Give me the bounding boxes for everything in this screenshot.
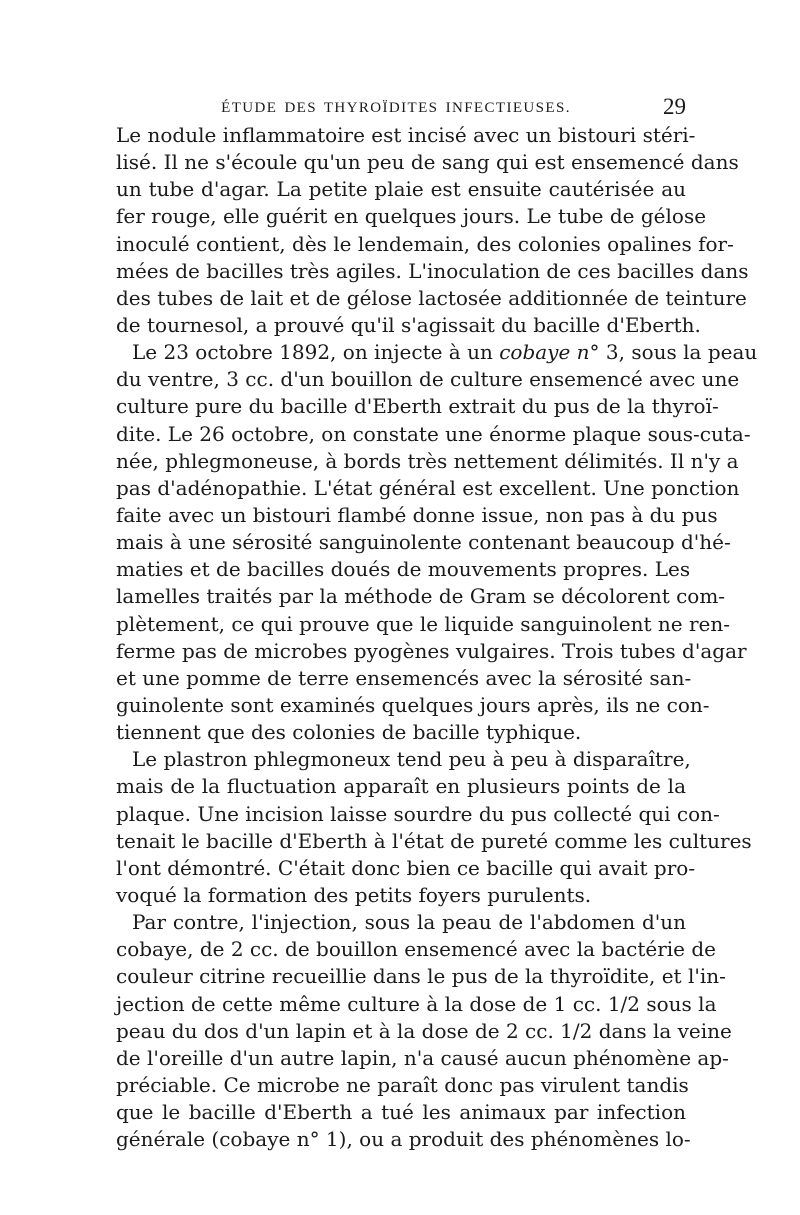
text-run: 3, sous la peau [599, 340, 758, 365]
text-line: l'ont démontré. C'était donc bien ce bacille qui avait pro- [116, 855, 696, 880]
text-line: tiennent que des colonies de bacille typhique. [116, 720, 582, 745]
text-line: peau du dos d'un lapin et à la dose de 2 cc. 1/2 dans la veine [116, 1018, 732, 1043]
text-line: un tube d'agar. La petite plaie est ensuite cautérisée au [116, 177, 686, 202]
text-line: Le plastron phlegmoneux tend peu à peu à disparaître, [132, 747, 691, 772]
text-line: générale (cobaye n° 1), ou a produit des phénomènes lo- [116, 1127, 691, 1152]
text-line: lamelles traités par la méthode de Gram se décolorent com- [116, 584, 726, 609]
text-line [116, 339, 758, 366]
text-line: pas d'adénopathie. L'état général est excellent. Une ponction [116, 475, 740, 500]
page-number: 29 [663, 94, 686, 119]
text-run: Le 23 octobre 1892, on injecte à un [132, 340, 500, 365]
text-line: jection de cette même culture à la dose de 1 cc. 1/2 sous la [116, 991, 717, 1016]
text-line: cobaye, de 2 cc. de bouillon ensemencé avec la bactérie de [116, 937, 716, 962]
running-title: ÉTUDE DES THYROÏDITES INFECTIEUSES. [221, 100, 571, 116]
text-line: préciable. Ce microbe ne paraît donc pas virulent tandis [116, 1072, 689, 1097]
text-line: faite avec un bistouri flambé donne issue, non pas à du pus [116, 502, 718, 527]
text-line: mais à une sérosité sanguinolente contenant beaucoup d'hé- [116, 530, 731, 555]
text-line: née, phlegmoneuse, à bords très nettement délimités. Il n'y a [116, 448, 739, 473]
text-line: de l'oreille d'un autre lapin, n'a causé aucun phénomène ap- [116, 1045, 729, 1070]
text-line: du ventre, 3 cc. d'un bouillon de culture ensemencé avec une [116, 367, 740, 392]
text-line: mais de la fluctuation apparaît en plusieurs points de la [116, 774, 686, 799]
text-line: mées de bacilles très agiles. L'inoculation de ces bacilles dans [116, 258, 749, 283]
text-line: des tubes de lait et de gélose lactosée additionnée de teinture [116, 285, 747, 310]
body-text [116, 122, 758, 1153]
text-line: dite. Le 26 octobre, on constate une énorme plaque sous-cuta- [116, 421, 751, 446]
text-line: tenait le bacille d'Eberth à l'état de pureté comme les cultures [116, 828, 752, 853]
text-line: plètement, ce qui prouve que le liquide sanguinolent ne ren- [116, 611, 730, 636]
text-line: et une pomme de terre ensemencés avec la sérosité san- [116, 665, 692, 690]
text-line: couleur citrine recueillie dans le pus de la thyroïdite, et l'in- [116, 964, 726, 989]
text-line: maties et de bacilles doués de mouvements propres. Les [116, 557, 691, 582]
text-line: Le nodule inflammatoire est incisé avec un bistouri stéri- [116, 123, 696, 147]
text-line: que le bacille d'Eberth a tué les animaux par infection [116, 1100, 686, 1125]
text-line: Par contre, l'injection, sous la peau de l'abdomen d'un [132, 910, 686, 935]
text-line: lisé. Il ne s'écoule qu'un peu de sang qui est ensemencé dans [116, 150, 739, 175]
text-line: plaque. Une incision laisse sourdre du pus collecté qui con- [116, 801, 720, 826]
text-line: guinolente sont examinés quelques jours après, ils ne con- [116, 692, 710, 717]
running-head [116, 96, 686, 122]
text-line: fer rouge, elle guérit en quelques jours. Le tube de gélose [116, 204, 707, 229]
text-line: culture pure du bacille d'Eberth extrait du pus de la thyroï- [116, 394, 719, 419]
italic-text: cobaye n° [499, 340, 600, 365]
text-line: inoculé contient, dès le lendemain, des colonies opalines for- [116, 231, 734, 256]
text-line: de tournesol, a prouvé qu'il s'agissait du bacille d'Eberth. [116, 312, 701, 337]
text-line: ferme pas de microbes pyogènes vulgaires. Trois tubes d'agar [116, 638, 747, 663]
text-line: voqué la formation des petits foyers purulents. [116, 882, 592, 907]
